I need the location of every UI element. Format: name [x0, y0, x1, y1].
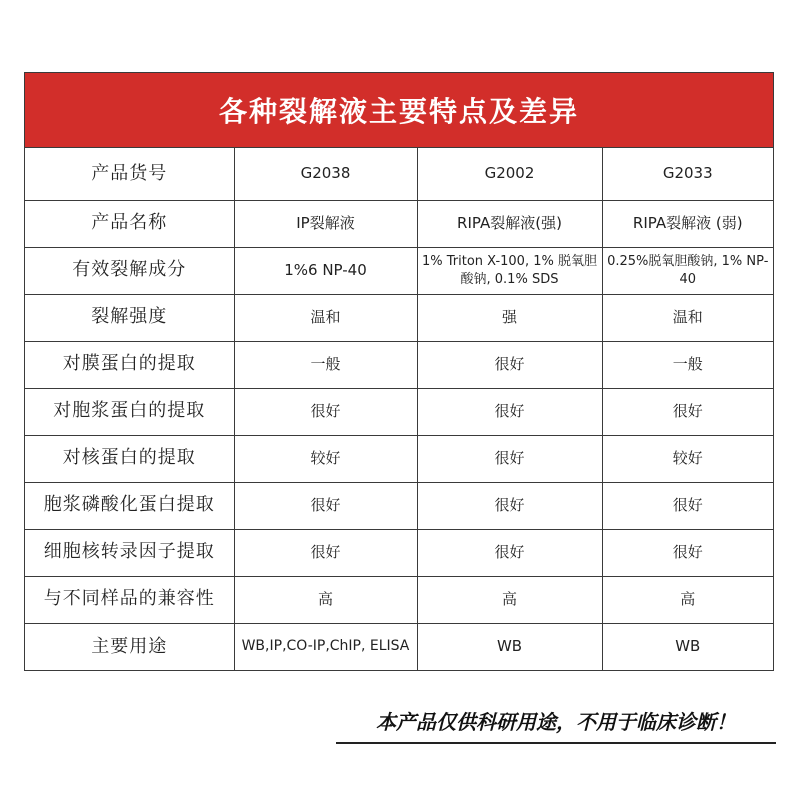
- table-cell: G2038: [234, 148, 417, 200]
- table-row-cytoplasmic-protein: [25, 388, 773, 435]
- row-label: 对核蛋白的提取: [25, 435, 234, 482]
- table-cell: 很好: [417, 388, 602, 435]
- table-cell: G2033: [602, 148, 773, 200]
- row-label: 产品货号: [25, 148, 234, 200]
- table-row-active-ingredients: [25, 247, 773, 294]
- table-row-product-name: [25, 200, 773, 247]
- table-cell: 很好: [234, 482, 417, 529]
- disclaimer-text: 本产品仅供科研用途，不用于临床诊断！: [376, 710, 736, 734]
- table-cell: 一般: [602, 341, 773, 388]
- table-title: 各种裂解液主要特点及差异: [25, 73, 773, 148]
- table-cell: 很好: [417, 529, 602, 576]
- table-cell: 很好: [417, 435, 602, 482]
- table-cell: 1%6 NP-40: [234, 247, 417, 294]
- table-row-transcription-factor: [25, 529, 773, 576]
- row-label: 产品名称: [25, 200, 234, 247]
- row-label: 有效裂解成分: [25, 247, 234, 294]
- table-cell: 高: [417, 576, 602, 623]
- row-label: 主要用途: [25, 623, 234, 670]
- disclaimer-underline: [336, 742, 776, 744]
- table-row-membrane-protein: [25, 341, 773, 388]
- table-row-phospho-protein: [25, 482, 773, 529]
- table-row-main-use: [25, 623, 773, 670]
- table-cell: 很好: [602, 482, 773, 529]
- table-cell: 很好: [234, 388, 417, 435]
- row-label: 与不同样品的兼容性: [25, 576, 234, 623]
- table-cell: 较好: [234, 435, 417, 482]
- table-cell: 很好: [234, 529, 417, 576]
- table-cell: IP裂解液: [234, 200, 417, 247]
- table-cell: 很好: [417, 341, 602, 388]
- row-label: 对胞浆蛋白的提取: [25, 388, 234, 435]
- table-cell: WB: [602, 623, 773, 670]
- table-cell: RIPA裂解液 (弱): [602, 200, 773, 247]
- table-cell: RIPA裂解液(强): [417, 200, 602, 247]
- table-cell: 温和: [602, 294, 773, 341]
- table-row-lysis-strength: [25, 294, 773, 341]
- row-label: 胞浆磷酸化蛋白提取: [25, 482, 234, 529]
- table-cell: 很好: [602, 388, 773, 435]
- table-cell: 较好: [602, 435, 773, 482]
- row-label: 裂解强度: [25, 294, 234, 341]
- row-label: 细胞核转录因子提取: [25, 529, 234, 576]
- table-cell: 高: [234, 576, 417, 623]
- table-row-product-code: [25, 148, 773, 200]
- table-row-nuclear-protein: [25, 435, 773, 482]
- table-cell: 强: [417, 294, 602, 341]
- comparison-grid: [25, 148, 773, 670]
- table-cell: 一般: [234, 341, 417, 388]
- table-cell: 温和: [234, 294, 417, 341]
- table-cell: 0.25%脱氧胆酸钠, 1% NP-40: [602, 247, 773, 294]
- table-cell: 很好: [417, 482, 602, 529]
- table-row-compatibility: [25, 576, 773, 623]
- table-cell: G2002: [417, 148, 602, 200]
- table-cell: WB: [417, 623, 602, 670]
- table-cell: 高: [602, 576, 773, 623]
- table-cell: 1% Triton X-100, 1% 脱氧胆酸钠, 0.1% SDS: [417, 247, 602, 294]
- comparison-table: [24, 72, 774, 671]
- table-cell: WB,IP,CO-IP,ChIP, ELISA: [234, 623, 417, 670]
- table-cell: 很好: [602, 529, 773, 576]
- row-label: 对膜蛋白的提取: [25, 341, 234, 388]
